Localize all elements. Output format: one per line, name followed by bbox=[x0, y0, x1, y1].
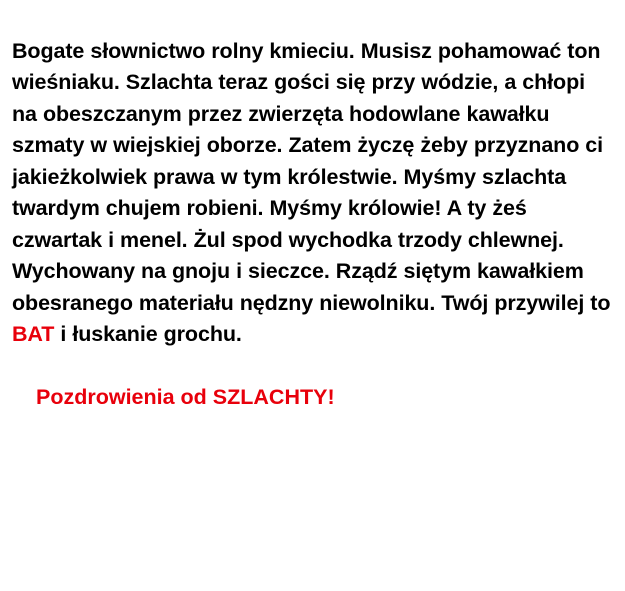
signature-line: Pozdrowienia od SZLACHTY! bbox=[36, 384, 335, 409]
main-paragraph bbox=[12, 36, 613, 351]
highlighted-word: BAT bbox=[12, 322, 55, 346]
paragraph-text-part-2: i łuskanie grochu. bbox=[54, 322, 242, 346]
paragraph-text-part-1: Bogate słownictwo rolny kmieciu. Musisz pohamować ton wieśniaku. Szlachta teraz gości się przy wódzie, a chłopi na obeszczanym przez zwierzęta hodowlane kawałku szmaty w wiejskiej oborze. Zatem życzę żeby przyznano ci jakieżkolwiek prawa w tym królestwie. Myśmy szlachta twardym chujem robieni. Myśmy królowie! A ty żeś czwartak i menel. Żul spod wychodka trzody chlewnej. Wychowany na gnoju i sieczce. Rządź siętym kawałkiem obesranego materiału nędzny niewolniku. Twój przywilej to bbox=[12, 38, 611, 315]
